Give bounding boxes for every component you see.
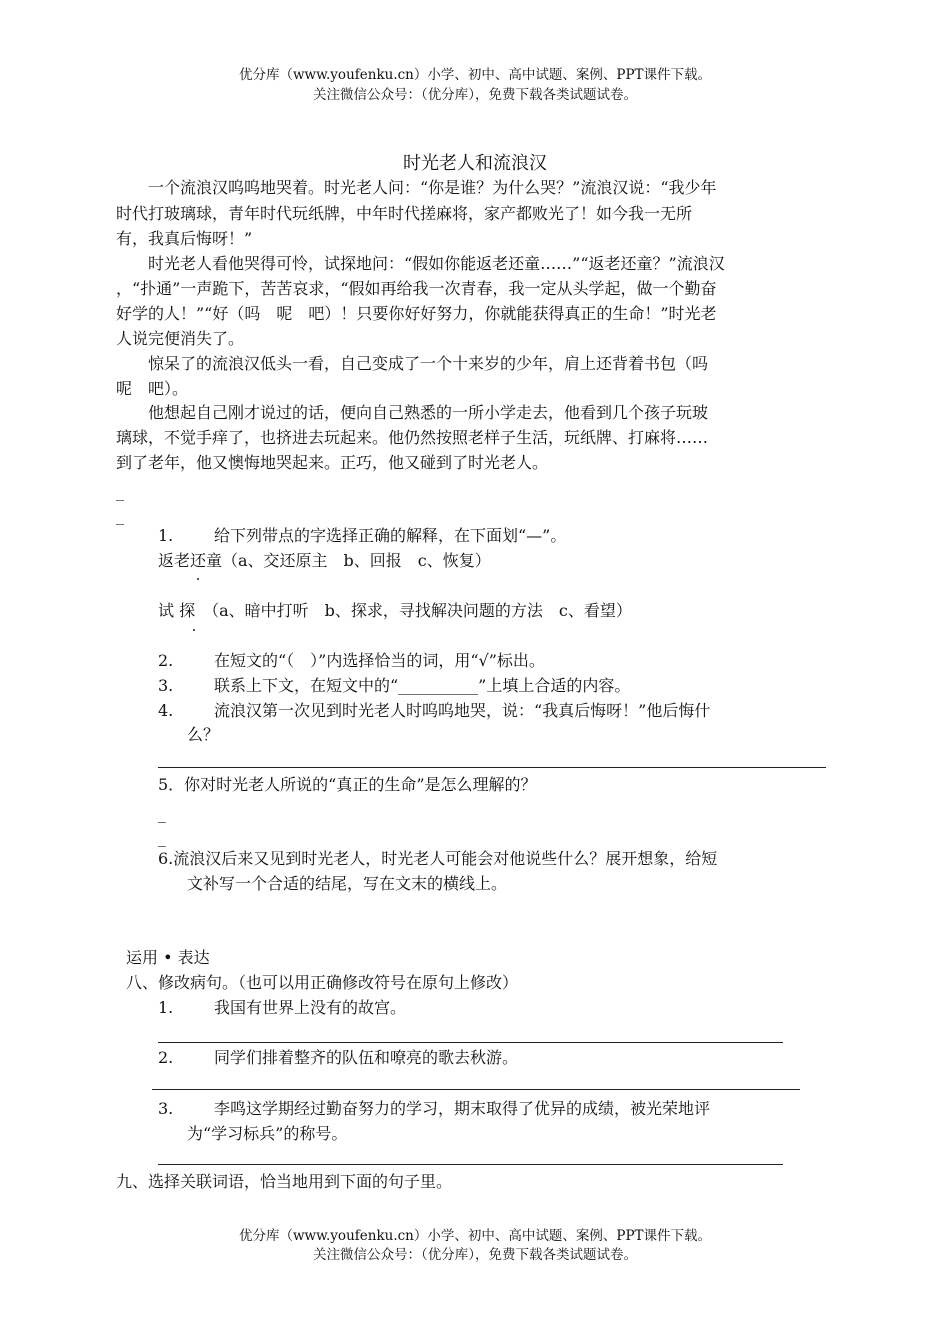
section-8-title: 八、修改病句。（也可以用正确修改符号在原句上修改） — [126, 973, 519, 992]
article-line: 时光老人看他哭得可怜，试探地问：“假如你能返老还童……”“返老还童？”流浪汉 — [148, 254, 725, 273]
header-line-2: 关注微信公众号：（优分库），免费下载各类试题试卷。 — [313, 87, 637, 103]
emphasis-dot — [193, 629, 195, 631]
blank-dash: _ — [158, 804, 166, 823]
answer-line[interactable] — [158, 1042, 783, 1043]
section-8-item-1 — [158, 996, 406, 1020]
blank-dash: _ — [116, 482, 124, 501]
question-4-continued: 么？ — [187, 725, 220, 744]
article-line: 一个流浪汉呜呜地哭着。时光老人问：“你是谁？为什么哭？”流浪汉说：“我少年 — [148, 178, 717, 197]
header-line-1: 优分库（www.youfenku.cn）小学、初中、高中试题、案例、PPT课件下载。 — [238, 67, 712, 83]
question-text: 流浪汉第一次见到时光老人时呜呜地哭，说：“我真后悔呀！”他后悔什 — [214, 701, 711, 720]
question-1-option-a: 返老还童（a、交还原主 b、回报 c、恢复） — [158, 551, 491, 570]
article-line: 璃球，不觉手痒了，也挤进去玩起来。他仍然按照老样子生活，玩纸牌、打麻将…… — [116, 428, 709, 447]
section-8-item-3 — [158, 1097, 710, 1121]
item-number: 1. — [158, 998, 174, 1017]
section-8-item-3-continued: 为“学习标兵”的称号。 — [187, 1124, 348, 1143]
footer-line-2: 关注微信公众号：（优分库），免费下载各类试题试卷。 — [313, 1247, 637, 1263]
question-4 — [158, 699, 710, 723]
article-line: 惊呆了的流浪汉低头一看，自己变成了一个十来岁的少年，肩上还背着书包（吗 — [148, 354, 709, 373]
question-1 — [158, 524, 566, 548]
section-8-item-2 — [158, 1046, 518, 1070]
article-line: 好学的人！”“好（吗 呢 吧）！只要你好好努力，你就能获得真正的生命！”时光老 — [116, 304, 717, 323]
article-line: 他想起自己刚才说过的话，便向自己熟悉的一所小学走去，他看到几个孩子玩玻 — [148, 403, 709, 422]
question-text: 在短文的“（ ）”内选择恰当的词，用“√”标出。 — [214, 651, 545, 670]
article-line: 有，我真后悔呀！” — [116, 229, 253, 248]
article-line: 呢 吧）。 — [116, 379, 189, 398]
answer-line[interactable] — [152, 1089, 800, 1090]
answer-line[interactable] — [158, 1164, 783, 1165]
article-line: 人说完便消失了。 — [116, 329, 245, 348]
question-number: 3. — [158, 676, 174, 695]
emphasis-dot — [197, 578, 199, 580]
article-title: 时光老人和流浪汉 — [403, 153, 547, 174]
question-number: 2. — [158, 651, 174, 670]
item-text: 我国有世界上没有的故宫。 — [214, 998, 407, 1017]
article-line: ，“扑通”一声跪下，苦苦哀求，“假如再给我一次青春，我一定从头学起，做一个勤奋 — [116, 279, 717, 298]
item-number: 2. — [158, 1048, 174, 1067]
question-text: 给下列带点的字选择正确的解释，在下面划“—”。 — [214, 526, 567, 545]
question-3 — [158, 674, 630, 698]
question-5: 5．你对时光老人所说的“真正的生命”是怎么理解的？ — [158, 775, 537, 794]
question-6: 6.流浪汉后来又见到时光老人，时光老人可能会对他说些什么？展开想象，给短 — [158, 849, 718, 868]
question-number: 4. — [158, 701, 174, 720]
article-line: 时代打玻璃球，青年时代玩纸牌，中年时代搓麻将，家产都败光了！如今我一无所 — [116, 204, 693, 223]
question-number: 1. — [158, 526, 174, 545]
answer-line[interactable] — [158, 767, 826, 768]
section-9-title: 九、选择关联词语，恰当地用到下面的句子里。 — [116, 1172, 453, 1191]
article-line: 到了老年，他又懊悔地哭起来。正巧，他又碰到了时光老人。 — [116, 453, 549, 472]
footer-line-1: 优分库（www.youfenku.cn）小学、初中、高中试题、案例、PPT课件下载。 — [238, 1228, 712, 1244]
item-text: 同学们排着整齐的队伍和嘹亮的歌去秋游。 — [214, 1048, 519, 1067]
blank-dash: _ — [116, 506, 124, 525]
section-apply-heading: 运用 • 表达 — [126, 948, 210, 967]
question-6-continued: 文补写一个合适的结尾，写在文末的横线上。 — [187, 874, 508, 893]
item-text: 李鸣这学期经过勤奋努力的学习，期末取得了优异的成绩，被光荣地评 — [214, 1099, 711, 1118]
question-1-option-b: 试 探 （a、暗中打听 b、探求，寻找解决问题的方法 c、看望） — [158, 601, 632, 620]
item-number: 3. — [158, 1099, 174, 1118]
question-2 — [158, 649, 545, 673]
blank-dash: _ — [158, 828, 166, 847]
question-text: 联系上下文，在短文中的“__________”上填上合适的内容。 — [214, 676, 631, 695]
